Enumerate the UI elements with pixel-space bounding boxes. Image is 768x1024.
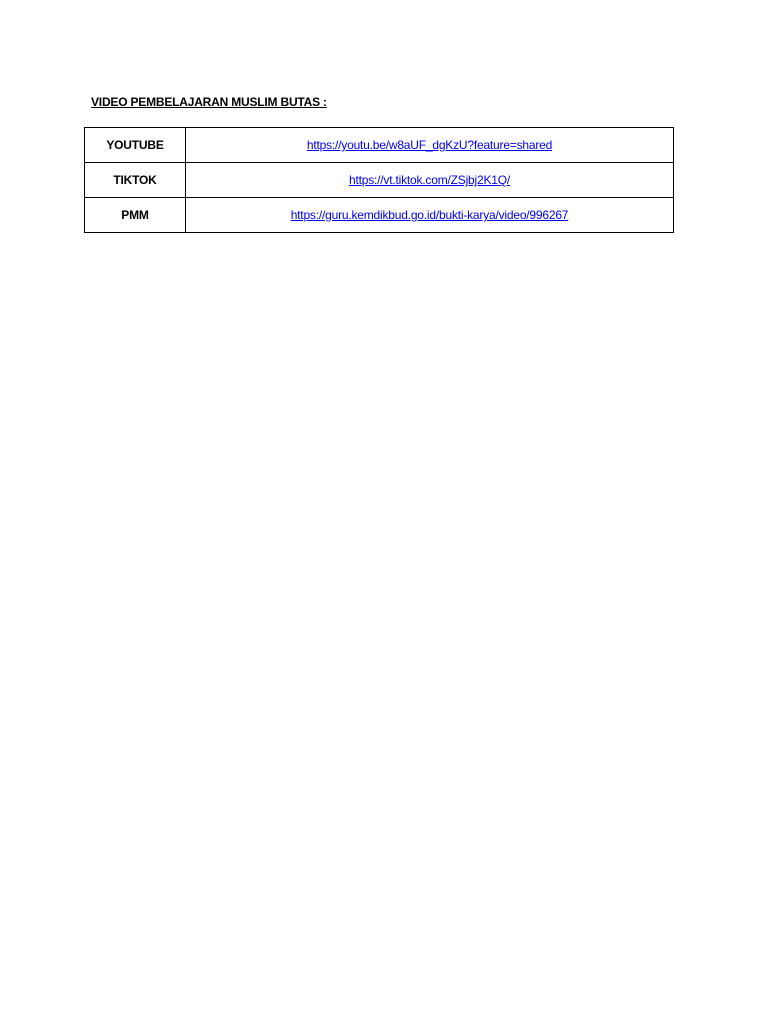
document-heading: VIDEO PEMBELAJARAN MUSLIM BUTAS : (91, 95, 327, 109)
youtube-link[interactable]: https://youtu.be/w8aUF_dgKzU?feature=shared (306, 138, 553, 152)
table-row (85, 163, 674, 198)
url-cell (186, 163, 674, 198)
tiktok-link[interactable]: https://vt.tiktok.com/ZSjbj2K1Q/ (349, 173, 510, 187)
platform-cell-youtube: YOUTUBE (85, 128, 186, 163)
platform-cell-tiktok: TIKTOK (85, 163, 186, 198)
platform-cell-pmm: PMM (85, 198, 186, 233)
url-cell (186, 128, 674, 163)
video-links-table (84, 127, 674, 233)
pmm-link[interactable]: https://guru.kemdikbud.go.id/bukti-karya/video/996267 (290, 208, 569, 222)
table-row (85, 128, 674, 163)
table-row (85, 198, 674, 233)
url-cell (186, 198, 674, 233)
